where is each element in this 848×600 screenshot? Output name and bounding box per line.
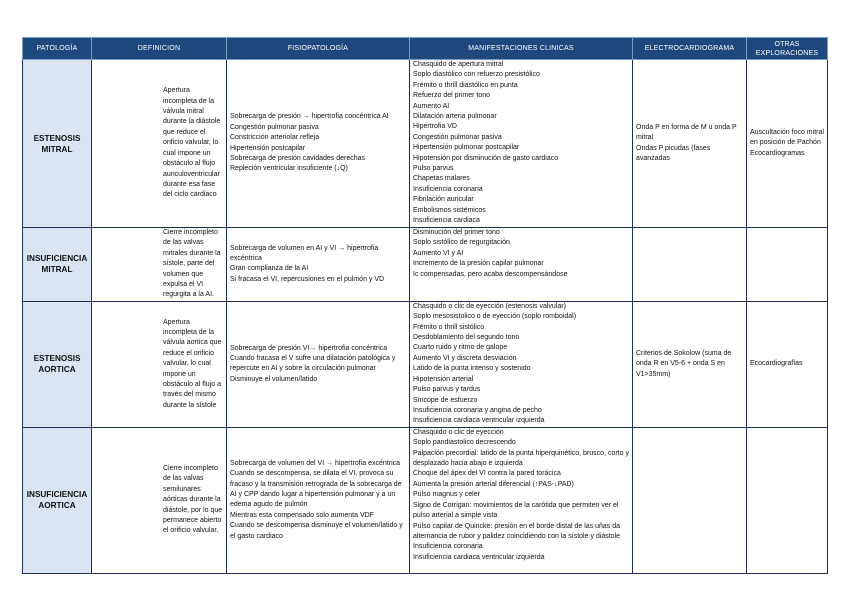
manifestation-item: Pulso capilar de Quincke: presión en el borde distal de las uñas da alternancia de rubor y palidez coincidiendo con la sístole y diástole xyxy=(413,522,621,540)
manifestation-item: Soplo mesosistolico o de eyección (soplo romboidal) xyxy=(413,313,577,321)
manifestation-item: Chasquido de apertura mitral xyxy=(413,61,504,68)
manifestation-item: Soplo diastólico con refuerzo presistólico xyxy=(413,71,540,79)
other-explorations-cell xyxy=(747,228,828,302)
physiopathology-cell xyxy=(227,228,410,302)
manifestations-cell xyxy=(410,60,633,228)
definition-cell: Apertura incompleta de la válvula aortica que reduce el orificio valvular, lo cual impone un obstáculo al flujo a través del mismo durante la sístole xyxy=(92,301,227,427)
other-exploration-item: Ecocardiografías xyxy=(750,360,803,368)
manifestation-item: Hipotensión por disminución de gasto cardiaco xyxy=(413,154,559,162)
manifestation-item: Insuficiencia coronaria y angina de pecho xyxy=(413,406,542,414)
manifestation-item: Incremento de la presión capilar pulmonar xyxy=(413,260,544,268)
pathology-name: INSUFICIENCIA AORTICA xyxy=(23,427,92,573)
physiopathology-item: Sobrecarga de volumen en AI y VI → hipertrofia excéntrica xyxy=(230,244,379,263)
physiopathology-item: Si fracasa el VI, repercusiones en el pulmón y VD xyxy=(230,275,385,283)
table-row xyxy=(23,228,828,302)
manifestation-item: Desdoblamiento del segundo tono xyxy=(413,334,520,342)
manifestation-item: Signo de Corrigan: movimientos de la carótida que permiten ver el pulso arterial a simple vista xyxy=(413,501,619,520)
ecg-cell xyxy=(633,427,747,573)
definition-cell: Cierre incompleto de las valvas semilunares aórticas durante la diástole, por lo que permanece abierto el orificio valvular. xyxy=(92,427,227,573)
header-otras: OTRAS EXPLORACIONES xyxy=(747,38,828,60)
manifestation-item: Pulso magnus y celer xyxy=(413,491,480,499)
physiopathology-item: Disminuye el volumen/latido xyxy=(230,375,318,383)
manifestation-item: Hipertrofia VD xyxy=(413,123,457,131)
clinical-table xyxy=(22,37,828,574)
manifestation-item: Fibrilación auricular xyxy=(413,196,474,204)
pathology-name: ESTENOSIS AORTICA xyxy=(23,301,92,427)
header-manifestaciones: MANIFESTACIONES CLINICAS xyxy=(410,38,633,60)
ecg-item: Onda P en forma de M u onda P mitral xyxy=(636,123,737,142)
manifestation-item: Palpación precordial: latido de la punta hiperquinético, brusco, corto y desplazado hacia abajo e izquierda xyxy=(413,449,629,468)
manifestation-item: Frémito o thrill sistólico xyxy=(413,323,485,331)
ecg-item: Criterios de Sokolow (suma de onda R en V5-6 + onda S en V1>35mm) xyxy=(636,349,732,378)
manifestation-item: Chasquido o clic de eyección (estenosis valvular) xyxy=(413,302,566,310)
manifestation-item: Insuficiencia cardiaca ventricular izquierda xyxy=(413,417,545,425)
manifestation-item: Aumento VI y discreta desviación xyxy=(413,354,517,362)
manifestation-item: Insuficiencia cardiaca ventricular izquierda xyxy=(413,553,545,561)
manifestation-item: Pulso parvus xyxy=(413,165,454,173)
physiopathology-item: Repleción ventricular insuficiente (↓Q) xyxy=(230,165,348,173)
manifestation-item: Cuarto ruido y ritmo de galope xyxy=(413,344,508,352)
manifestation-item: Congestión pulmonar pasiva xyxy=(413,133,502,141)
manifestation-item: Soplo sistólico de regurgitación xyxy=(413,239,510,247)
ecg-cell xyxy=(633,60,747,228)
ecg-cell xyxy=(633,301,747,427)
table-row xyxy=(23,301,828,427)
header-fisiopatologia: FISIOPATOLOGÍA xyxy=(227,38,410,60)
manifestation-item: Insuficiencia cardiaca xyxy=(413,217,480,225)
manifestation-item: Aumenta la presión arterial diferencial (↑PAS-↓PAD) xyxy=(413,480,574,488)
manifestation-item: Choque del ápex del VI contra la pared torácica xyxy=(413,470,561,478)
physiopathology-item: Sobrecarga de presión → hipertrofia concéntrica AI xyxy=(230,113,389,121)
definition-cell: Cierre incompleto de las valvas mitrales durante la sístole, parte del volumen que expulsa el VI regurgita a la AI. xyxy=(92,228,227,302)
manifestation-item: Refuerzo del primer tono xyxy=(413,92,491,100)
manifestation-item: Dilatación arteria pulmonar xyxy=(413,113,497,121)
physiopathology-item: Sobrecarga de presión cavidades derechas xyxy=(230,154,366,162)
header-patologia: PATOLOGÍA xyxy=(23,38,92,60)
physiopathology-cell xyxy=(227,427,410,573)
physiopathology-item: Gran complianza de la AI xyxy=(230,265,309,273)
manifestation-item: Pulso parvus y tardus xyxy=(413,386,481,394)
other-explorations-cell xyxy=(747,427,828,573)
manifestation-item: Hipotensión arterial xyxy=(413,375,474,383)
other-explorations-cell xyxy=(747,301,828,427)
other-exploration-item: Auscultación foco mitral en posición de Pachón xyxy=(750,128,824,147)
ecg-cell xyxy=(633,228,747,302)
manifestation-item: Disminución del primer tono xyxy=(413,229,500,236)
manifestations-cell xyxy=(410,427,633,573)
manifestation-item: Chapetas malares xyxy=(413,175,470,183)
ecg-item: Ondas P picudas (fases avanzadas xyxy=(636,144,711,162)
manifestation-item: Hipertensión pulmonar postcapilar xyxy=(413,144,520,152)
header-ecg: ELECTROCARDIOGRAMA xyxy=(633,38,747,60)
manifestation-item: Insuficiencia coronaria xyxy=(413,185,483,193)
pathology-name: INSUFICIENCIA MITRAL xyxy=(23,228,92,302)
table-row xyxy=(23,427,828,573)
physiopathology-item: Cuando se descompensa, se dilata el VI, provoca su fracaso y la transmisión retrograda de la sobrecarga de AI y CPP dando lugar a hipertensión pulmonar y a un edema agudo de pulmón xyxy=(230,470,402,509)
physiopathology-item: Mientras esta compensado solo aumenta VDF xyxy=(230,511,374,519)
manifestation-item: Latido de la punta intenso y sostenido xyxy=(413,365,531,373)
physiopathology-item: Sobrecarga de volumen del VI → hipertrofia excéntrica xyxy=(230,459,401,467)
other-exploration-item: Ecocardiogramas xyxy=(750,149,805,157)
manifestations-cell xyxy=(410,228,633,302)
manifestation-item: Insuficiencia coronaria xyxy=(413,543,483,551)
manifestation-item: Aumento VI y AI xyxy=(413,249,464,257)
other-explorations-cell xyxy=(747,60,828,228)
table-row xyxy=(23,60,828,228)
manifestation-item: Soplo pandiastolico decrescendo xyxy=(413,439,516,447)
manifestation-item: Aumento AI xyxy=(413,102,450,110)
manifestation-item: Ic compensadas, pero acaba descompensándose xyxy=(413,270,568,278)
pathology-name: ESTENOSIS MITRAL xyxy=(23,60,92,228)
manifestation-item: Síncope de esfuerzo xyxy=(413,396,478,404)
physiopathology-item: Constricción arteriolar refleja xyxy=(230,134,320,142)
header-row xyxy=(23,38,828,60)
physiopathology-item: Congestión pulmonar pasiva xyxy=(230,123,319,131)
manifestation-item: Chasquido o clic de eyección xyxy=(413,428,504,436)
physiopathology-cell xyxy=(227,60,410,228)
manifestation-item: Embolismos sistémicos xyxy=(413,206,486,214)
physiopathology-item: Hipertensión postcapilar xyxy=(230,144,306,152)
manifestations-cell xyxy=(410,301,633,427)
physiopathology-item: Cuando fracasa el V sufre una dilatación patológica y repercute en AI y sobre la circulación pulmonar xyxy=(230,354,396,373)
header-definicion: DEFINICION xyxy=(92,38,227,60)
physiopathology-cell xyxy=(227,301,410,427)
definition-cell: Apertura incompleta de la válvula mitral durante la diástole que reduce el orificio valvular, lo cual impone un obstáculo al flujo auriculoventricular durante esa fase del ciclo cardiaco xyxy=(92,60,227,228)
manifestation-item: Frémito o thrill diastólico en punta xyxy=(413,81,518,89)
physiopathology-item: Cuando se descompensa disminuye el volumen/latido y el gasto cardiaco xyxy=(230,522,403,540)
physiopathology-item: Sobrecarga de presión VI→ hipertrofia concéntrica xyxy=(230,344,388,352)
